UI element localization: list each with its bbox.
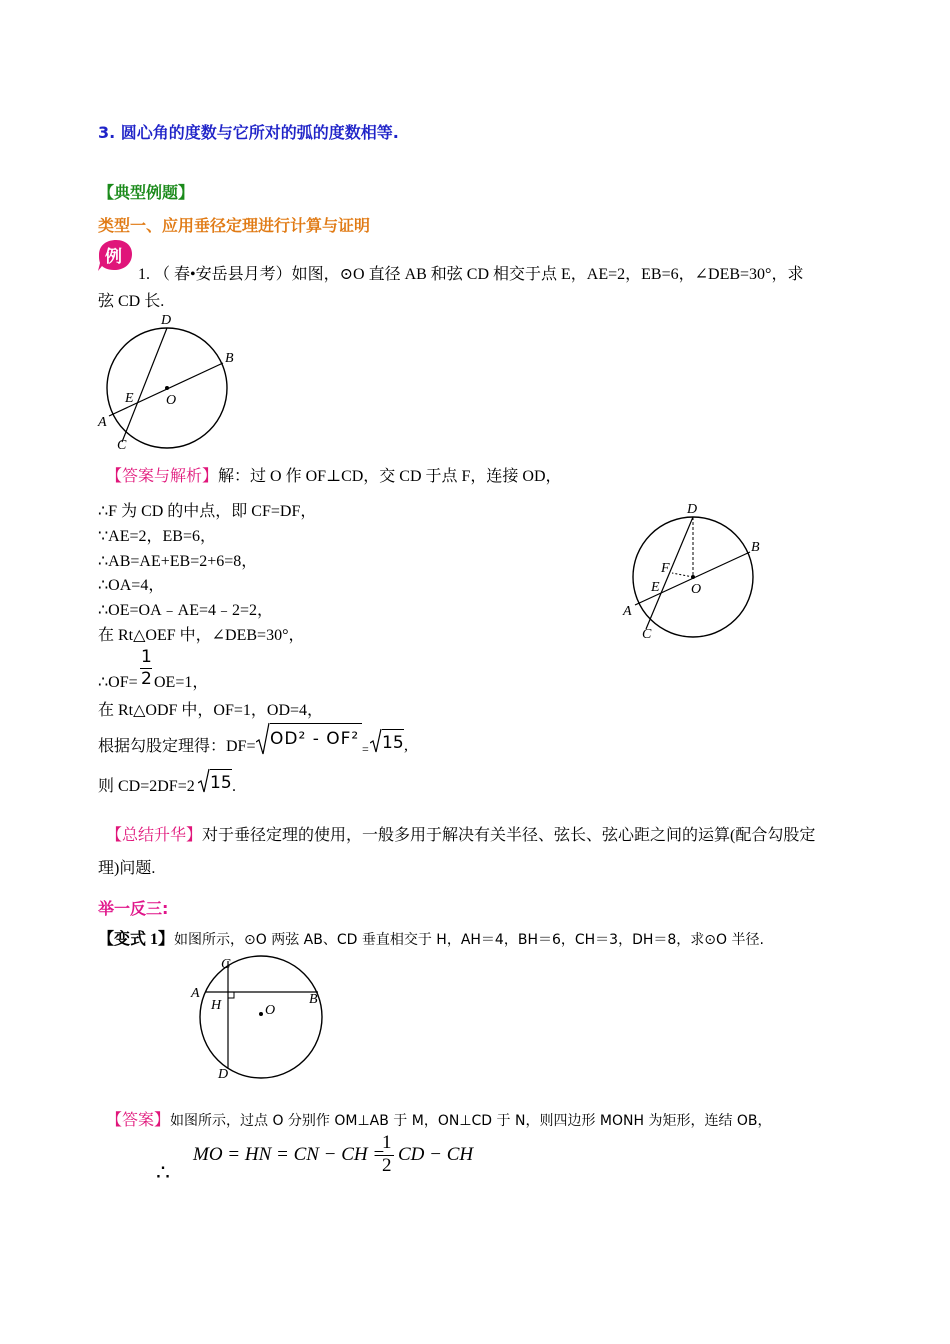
figure3-label-h: H [211, 998, 222, 1013]
figure1-chord-cd [122, 328, 167, 442]
figure3-circle-diagram [185, 952, 325, 1082]
of-step-numerator: 1 [141, 647, 152, 667]
figure1-label-e: E [125, 391, 134, 406]
step-1: ∴F 为 CD 的中点，即 CF=DF， [98, 503, 317, 520]
figure1-circle-diagram [95, 308, 240, 453]
figure3-label-a: A [191, 986, 200, 1001]
answer-intro-line [106, 465, 562, 488]
figure2-segment-of [672, 573, 693, 577]
figure2-label-o: O [691, 582, 702, 597]
theorem-point-3: 3. 圆心角的度数与它所对的弧的度数相等. [98, 123, 399, 142]
cd-result-prefix: 则 CD=2DF=2 [98, 778, 195, 795]
example1-line2: 弦 CD 长. [98, 293, 165, 310]
variant1-tag: 【变式 1】 [98, 931, 175, 948]
step-5: ∴OE=OA﹣AE=4﹣2=2， [98, 602, 274, 619]
figure3-label-b: B [309, 992, 318, 1007]
step-6: 在 Rt△OEF 中，∠DEB=30°， [98, 627, 305, 644]
figure2-label-d: D [687, 502, 698, 517]
sqrt-sign-icon [256, 722, 270, 756]
of-step-denominator: 2 [141, 669, 152, 689]
step-4: ∴OA=4， [98, 577, 165, 594]
answer-intro: 解：过 O 作 OF⊥CD，交 CD 于点 F，连接 OD， [218, 468, 562, 485]
figure2-label-f: F [661, 561, 670, 576]
variant1-text: 如图所示，⊙O 两弦 AB、CD 垂直相交于 H，AH＝4，BH＝6，CH＝3，DH＝8，求⊙O 半径. [174, 932, 764, 948]
step-2: ∵AE=2，EB=6， [98, 528, 217, 545]
figure1-label-c: C [117, 438, 127, 453]
figure3-right-angle-mark [228, 992, 234, 998]
figure2-center-dot [691, 575, 695, 579]
formula-lhs: MO = HN = CN − CH = [193, 1144, 386, 1165]
figure3-label-o: O [265, 1003, 276, 1018]
cd-result [98, 770, 298, 798]
pythagoras-equals: = [362, 742, 369, 756]
formula-mo [193, 1132, 493, 1180]
pythagoras-step [98, 728, 498, 758]
figure2-label-e: E [651, 580, 660, 595]
figure1-center-dot [165, 386, 169, 390]
figure2-circle-diagram [615, 495, 775, 645]
pythagoras-radicand: OD² - OF² [270, 723, 362, 750]
figure3-label-d: D [218, 1067, 229, 1082]
example-badge-label: 例 [105, 247, 122, 267]
pythagoras-end: , [404, 737, 408, 754]
type1-title: 类型一、应用垂径定理进行计算与证明 [98, 216, 371, 235]
variant1-line [98, 929, 764, 951]
answer2-line [106, 1109, 772, 1132]
formula-rhs: CD − CH [398, 1144, 474, 1165]
summary-tag: 【总结升华】 [106, 825, 203, 844]
figure3-label-c: C [221, 957, 231, 972]
of-step-prefix: ∴OF= [98, 674, 138, 691]
formula-denominator: 2 [382, 1155, 392, 1176]
of-step-suffix: OE=1， [154, 674, 209, 691]
example1-line1: 1. （ 春•安岳县月考）如图，⊙O 直径 AB 和弦 CD 相交于点 E，AE=2，EB=6，∠DEB=30°，求 [138, 266, 804, 283]
figure3-center-dot [259, 1012, 263, 1016]
figure1-label-d: D [161, 313, 172, 328]
cd-result-end: . [232, 778, 236, 795]
practice-title: 举一反三: [98, 899, 169, 918]
pythagoras-prefix: 根据勾股定理得：DF= [98, 738, 256, 755]
formula-numerator: 1 [382, 1132, 392, 1153]
example-badge [96, 238, 134, 272]
figure2-label-a: A [623, 604, 632, 619]
figure2-label-b: B [751, 540, 760, 555]
section-title-examples: 【典型例题】 [98, 183, 195, 202]
answer2-tag: 【答案】 [106, 1110, 171, 1129]
answer2-text: 如图所示，过点 O 分别作 OM⊥AB 于 M，ON⊥CD 于 N，则四边形 MONH 为矩形，连结 OB， [170, 1113, 772, 1129]
summary-line2: 理)问题. [98, 860, 156, 877]
figure3-circle [200, 956, 322, 1078]
cd-result-root: 15 [210, 769, 232, 794]
figure1-label-a: A [98, 415, 107, 430]
therefore-symbol: ∴ [156, 1160, 170, 1185]
figure1-label-b: B [225, 351, 234, 366]
step-3: ∴AB=AE+EB=2+6=8， [98, 553, 258, 570]
summary-text-1: 对于垂径定理的使用，一般多用于解决有关半径、弦长、弦心距之间的运算(配合勾股定 [202, 827, 816, 844]
figure2-label-c: C [642, 627, 652, 642]
sqrt-sign-icon-2 [370, 728, 382, 754]
figure1-label-o: O [166, 393, 177, 408]
summary-line1 [106, 824, 815, 847]
pythagoras-root: 15 [382, 729, 404, 754]
sqrt-sign-icon-3 [198, 768, 210, 794]
answer-tag: 【答案与解析】 [106, 466, 219, 485]
odf-step: 在 Rt△ODF 中，OF=1，OD=4， [98, 702, 324, 719]
